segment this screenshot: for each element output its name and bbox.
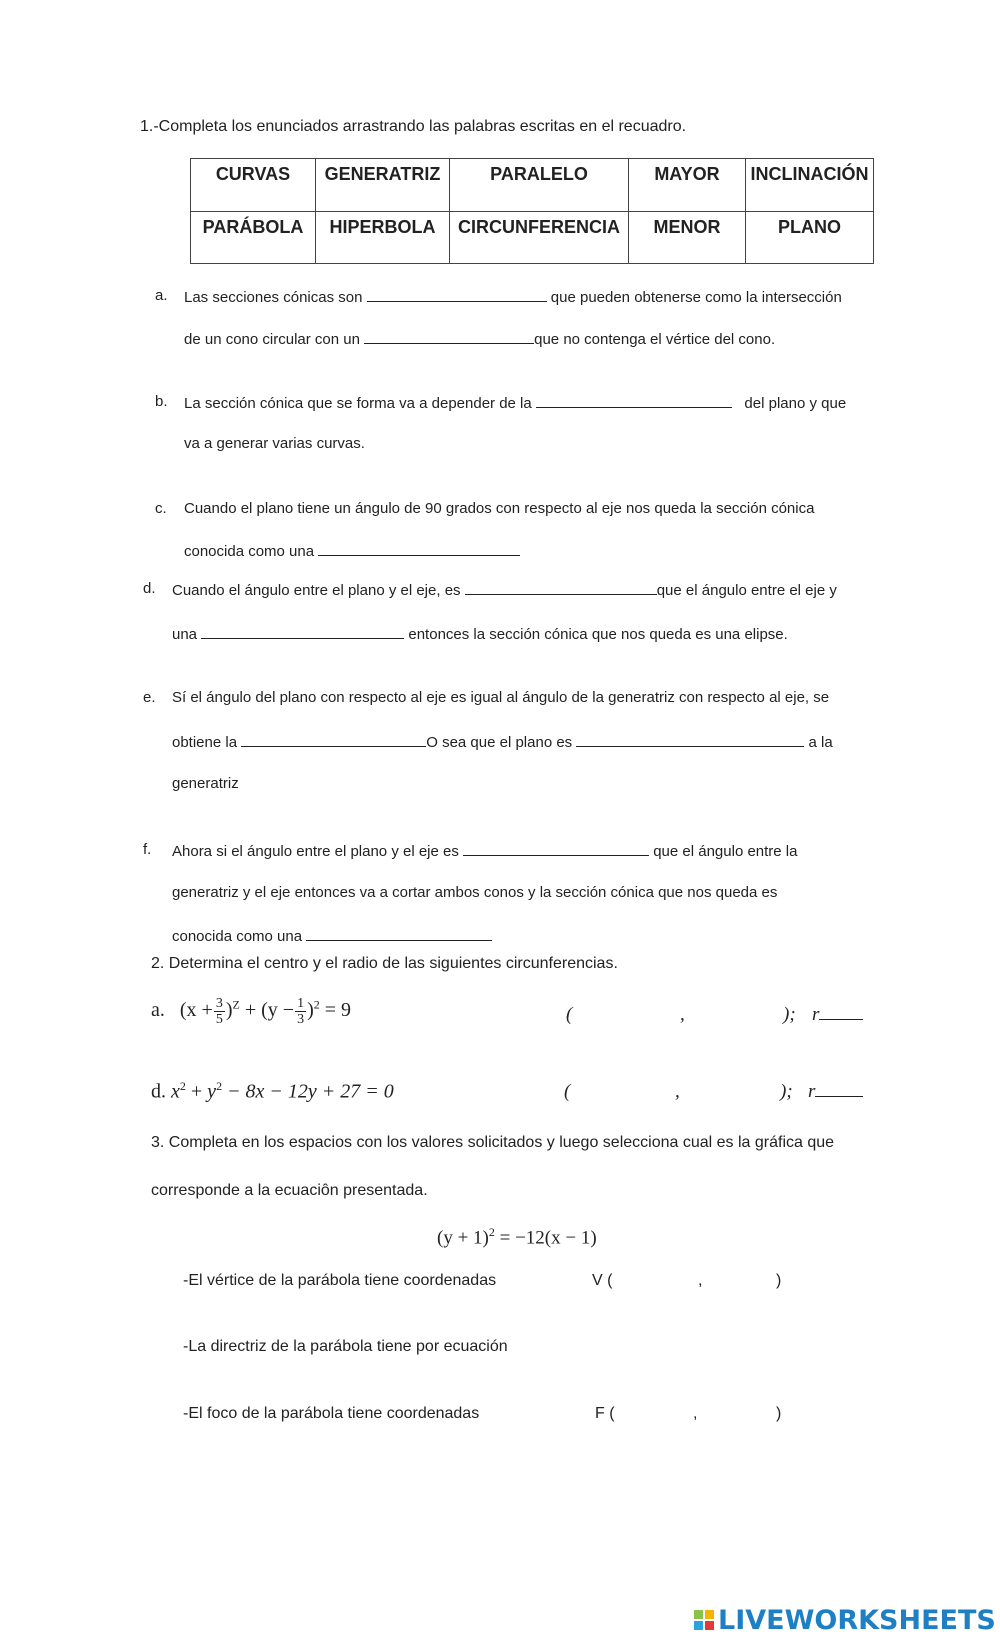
answer-d-center-input[interactable] (578, 1078, 776, 1104)
vertex-close: ) (776, 1272, 782, 1289)
item-f-text: que el ángulo entre la (653, 843, 798, 860)
logo-square (694, 1610, 703, 1619)
equation-a-term: = 9 (319, 999, 352, 1022)
item-d-text: que el ángulo entre el eje y (656, 582, 837, 599)
item-a-letter: a. (155, 287, 168, 304)
logo-squares-icon (694, 1610, 714, 1630)
item-b-text: La sección cónica que se forma va a depender de la (184, 395, 532, 412)
blank-input[interactable] (241, 732, 426, 747)
answer-a-center-input[interactable] (580, 1000, 780, 1026)
word-bank-table (190, 158, 874, 264)
equation-exponent: 2 (488, 1225, 495, 1239)
directrix-label: -La directriz de la parábola tiene por ecuación (183, 1338, 508, 1355)
fraction-numerator: 1 (297, 996, 305, 1011)
item-a-line2 (184, 329, 775, 348)
item-b-line1 (184, 393, 846, 412)
focus-open: F ( (595, 1405, 615, 1422)
fraction-denominator: 5 (215, 1012, 223, 1027)
word-tile[interactable]: PARÁBOLA (191, 211, 316, 264)
focus-input[interactable] (617, 1401, 770, 1427)
word-bank-row (191, 211, 874, 264)
focus-label: -El foco de la parábola tiene coordenadas (183, 1405, 480, 1422)
item-f-text: conocida como una (172, 928, 303, 945)
equation-d (151, 1079, 394, 1104)
item-c-text: conocida como una (184, 543, 315, 560)
item-d-text: Cuando el ángulo entre el plano y el eje, es (172, 582, 461, 599)
equation-d-exponent: 2 (216, 1079, 223, 1093)
item-a-line1 (184, 287, 842, 306)
blank-input[interactable] (364, 329, 534, 344)
fraction (214, 996, 225, 1027)
item-c-line2 (184, 541, 520, 560)
item-d-text: una (172, 626, 198, 643)
equation-a-term: (x + (179, 999, 213, 1022)
equation-d-term: − 8x − 12y + 27 = 0 (222, 1080, 394, 1103)
blank-input[interactable] (306, 926, 492, 941)
equation-a-term: + (y − (239, 999, 295, 1022)
logo-square (694, 1621, 703, 1630)
word-tile[interactable]: HIPERBOLA (316, 211, 450, 264)
item-b-line2: va a generar varias curvas. (184, 435, 365, 452)
blank-input[interactable] (576, 732, 804, 747)
q1-title: 1.-Completa los enunciados arrastrando las palabras escritas en el recuadro. (140, 118, 687, 135)
item-d-text: entonces la sección cónica que nos queda es una elipse. (408, 626, 788, 643)
item-e-line1: Sí el ángulo del plano con respecto al eje es igual al ángulo de la generatriz con respecto al eje, se (172, 689, 830, 706)
blank-input[interactable] (465, 580, 657, 595)
item-e-line2 (172, 732, 833, 751)
answer-d-comma: , (675, 1081, 680, 1102)
item-a-text: de un cono circular con un (184, 331, 360, 348)
equation-term: = −12(x − 1) (494, 1227, 597, 1249)
equation-d-term: + (185, 1080, 208, 1103)
equation-d-exponent: 2 (179, 1079, 186, 1093)
fraction (295, 996, 306, 1027)
item-a-text: Las secciones cónicas son (184, 289, 363, 306)
q2-title: 2. Determina el centro y el radio de las siguientes circunferencias. (151, 955, 618, 972)
liveworksheets-logo (694, 1605, 996, 1635)
equation-a-letter: a. (151, 999, 165, 1022)
blank-input[interactable] (367, 287, 547, 302)
answer-a-close-paren: ); (783, 1004, 796, 1025)
word-tile[interactable]: MENOR (629, 211, 746, 264)
item-f-line1 (172, 841, 797, 860)
word-tile[interactable]: INCLINACIÓN (746, 159, 874, 212)
blank-input[interactable] (536, 393, 732, 408)
item-d-line2 (172, 624, 788, 643)
item-f-line3 (172, 926, 492, 945)
equation-d-letter: d. (151, 1080, 166, 1103)
item-b-text: del plano y que (744, 395, 847, 412)
vertex-input[interactable] (615, 1268, 770, 1294)
logo-text: LIVEWORKSHEETS (718, 1604, 996, 1636)
radius-label: r (808, 1081, 816, 1102)
blank-input[interactable] (463, 841, 649, 856)
answer-d-open-paren: ( (564, 1081, 571, 1102)
equation-a-exponent: 2 (313, 997, 320, 1012)
radius-blank[interactable] (819, 1005, 863, 1020)
answer-d-radius (808, 1081, 863, 1103)
word-tile[interactable]: CURVAS (191, 159, 316, 212)
answer-a-open-paren: ( (566, 1004, 573, 1025)
word-tile[interactable]: CIRCUNFERENCIA (450, 211, 629, 264)
item-e-text: obtiene la (172, 734, 238, 751)
answer-a-comma: , (680, 1004, 685, 1025)
word-tile[interactable]: GENERATRIZ (316, 159, 450, 212)
word-bank-row (191, 159, 874, 212)
item-d-letter: d. (143, 580, 156, 597)
word-tile[interactable]: PLANO (746, 211, 874, 264)
item-a-text: que pueden obtenerse como la intersección (550, 289, 842, 306)
q3-title-line1: 3. Completa en los espacios con los valores solicitados y luego selecciona cual es la gráfica que (151, 1134, 835, 1151)
radius-label: r (812, 1004, 820, 1025)
logo-square (705, 1610, 714, 1619)
focus-comma: , (693, 1405, 698, 1422)
item-e-text: a la (808, 734, 833, 751)
answer-d-close-paren: ); (780, 1081, 793, 1102)
item-c-line1: Cuando el plano tiene un ángulo de 90 grados con respecto al eje nos queda la sección cónica (184, 500, 815, 517)
item-f-line2: generatriz y el eje entonces va a cortar ambos conos y la sección cónica que nos queda es (172, 884, 778, 901)
parabola-equation (437, 1225, 597, 1249)
item-e-letter: e. (143, 689, 156, 706)
blank-input[interactable] (201, 624, 404, 639)
item-b-letter: b. (155, 393, 168, 410)
equation-d-term: y (207, 1080, 217, 1103)
equation-a-term: ) (225, 999, 233, 1022)
word-tile[interactable]: MAYOR (629, 159, 746, 212)
equation-a-term: ) (307, 999, 314, 1022)
item-d-line1 (172, 580, 837, 599)
word-tile[interactable]: PARALELO (450, 159, 629, 212)
item-f-letter: f. (143, 841, 152, 858)
vertex-open: V ( (592, 1272, 613, 1289)
focus-close: ) (776, 1405, 782, 1422)
logo-square (705, 1621, 714, 1630)
fraction-numerator: 3 (215, 996, 223, 1011)
answer-a-radius (812, 1004, 863, 1026)
equation-a-exponent: Z (232, 997, 240, 1012)
q3-title-line2: corresponde a la ecuaciôn presentada. (151, 1182, 428, 1199)
item-c-letter: c. (155, 500, 167, 517)
item-a-text: que no contenga el vértice del cono. (534, 331, 776, 348)
blank-input[interactable] (318, 541, 520, 556)
fraction-denominator: 3 (297, 1012, 305, 1027)
directrix-input[interactable] (560, 1332, 790, 1358)
equation-d-term: x (171, 1080, 180, 1103)
item-e-text: O sea que el plano es (426, 734, 573, 751)
vertex-comma: , (698, 1272, 703, 1289)
item-f-text: Ahora si el ángulo entre el plano y el eje es (172, 843, 459, 860)
radius-blank[interactable] (815, 1082, 863, 1097)
vertex-label: -El vértice de la parábola tiene coordenadas (183, 1272, 497, 1289)
item-e-line3: generatriz (172, 775, 239, 792)
equation-a (151, 996, 351, 1027)
equation-term: (y + 1) (437, 1227, 489, 1249)
